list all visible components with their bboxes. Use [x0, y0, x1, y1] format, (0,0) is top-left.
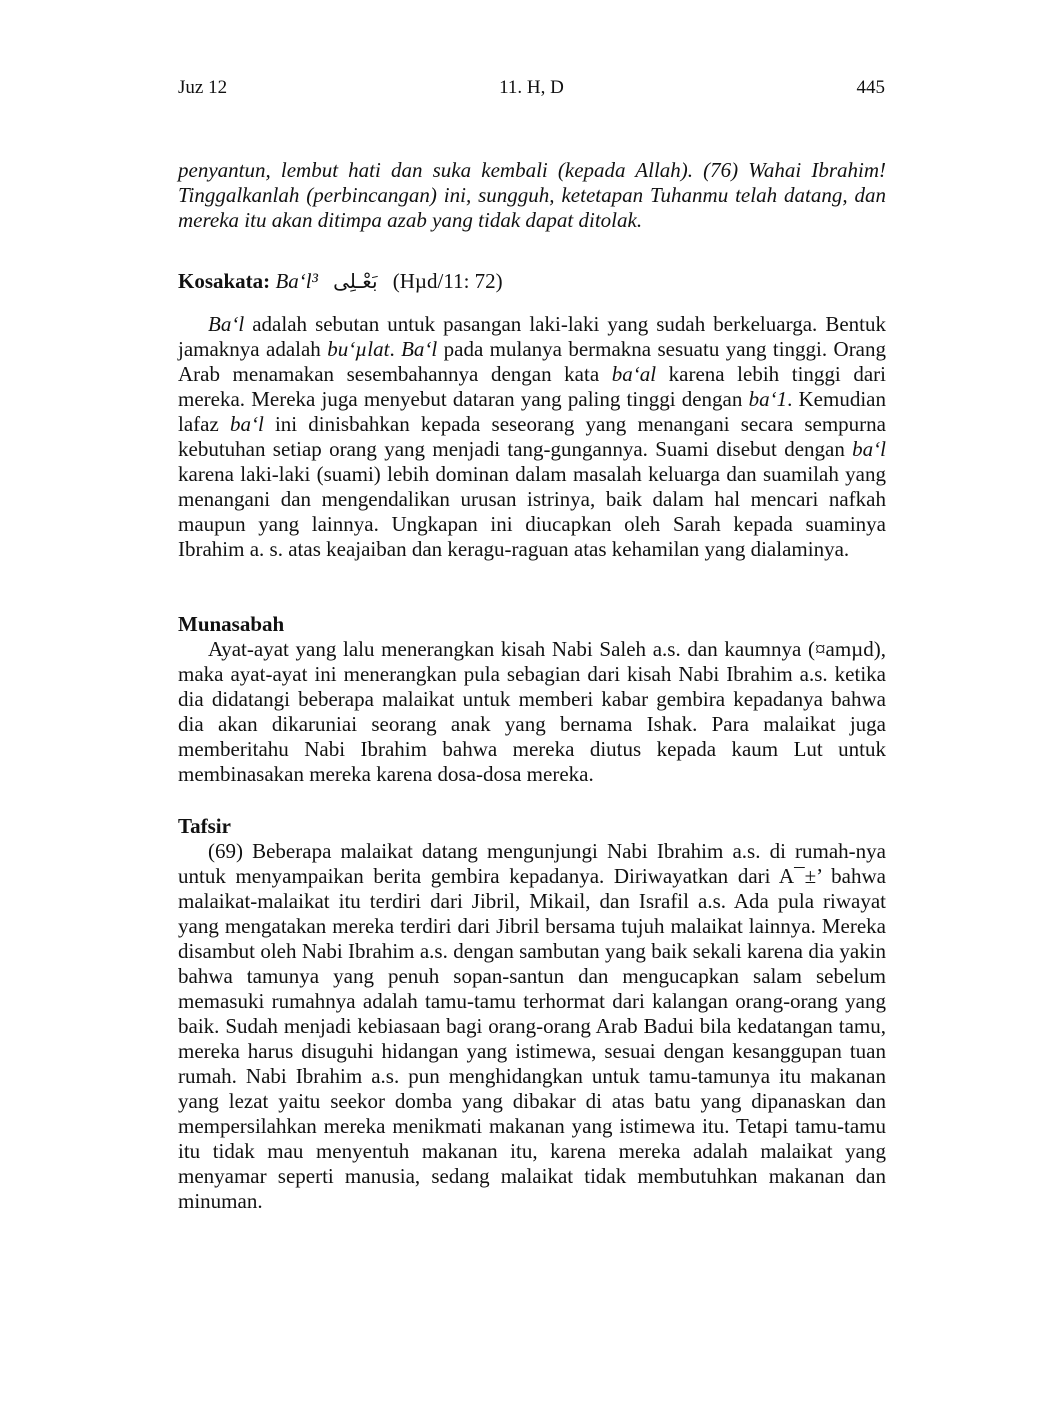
text-span: adalah sebutan untuk pasangan laki-laki yang sudah berkeluarga. Bentuk jamaknya adalah	[178, 312, 886, 361]
kosakata-term: Ba‘l³	[275, 269, 318, 293]
term-ba-l: ba‘l	[229, 412, 264, 436]
verse-text: penyantun, lembut hati dan suka kembali (kepada Allah). (76) Wahai Ibrahim! Tinggalkanlah (perbincangan) ini, sungguh, ketetapan Tuhanmu telah datang, dan mereka itu akan ditimpa azab yang tidak dapat ditolak.	[178, 158, 886, 232]
running-header-surah: 11. H, D	[499, 77, 564, 98]
running-header-juz: Juz 12	[178, 77, 228, 98]
term-ba-1: ba‘1	[748, 387, 788, 411]
term-ba-al: ba‘al	[611, 362, 657, 386]
term-bu-ulat: bu‘µlat	[327, 337, 390, 361]
text-span: ini dinisbahkan kepada seseorang yang menangani secara sempurna kebutuhan setiap orang yang menjadi tang-gungannya. Suami disebut dengan	[178, 412, 886, 461]
kosakata-explanation	[178, 312, 886, 562]
text-span: . Kemudian lafaz	[178, 387, 886, 436]
tafsir-text: (69) Beberapa malaikat datang mengunjungi Nabi Ibrahim a.s. di rumah-nya untuk menyampaikan berita gembira kepadanya. Diriwayatkan dari A¯±’ bahwa malaikat-malaikat itu terdiri dari Jibril, Mikail, dan Israfil a.s. Ada pula riwayat yang mengatakan mereka terdiri dari Jibril bersama tujuh malaikat lainnya. Mereka disambut oleh Nabi Ibrahim a.s. dengan sambutan yang baik sekali karena dia yakin bahwa tamunya yang penuh sopan-santun dan mengucapkan salam sebelum memasuki rumahnya adalah tamu-tamu terhormat dari kalangan orang-orang yang baik. Sudah menjadi kebiasaan bagi orang-orang Arab Badui bila kedatangan tamu, mereka harus disuguhi hidangan yang istimewa, sesuai dengan kesanggupan tuan rumah. Nabi Ibrahim a.s. pun menghidangkan untuk tamu-tamunya itu makanan yang lezat yaitu seekor domba yang dibakar di atas batu yang dipanaskan dan mempersilahkan mereka menikmati makanan yang istimewa itu. Tetapi tamu-tamu itu tidak mau menyentuh makanan itu, karena mereka adalah malaikat yang menyamar seperti manusia, sedang malaikat tidak membutuhkan makanan dan minuman.	[178, 839, 886, 1213]
tafsir-heading: Tafsir	[178, 814, 231, 838]
verse-translation	[178, 158, 886, 233]
munasabah-heading: Munasabah	[178, 612, 285, 636]
text-span: karena lebih tinggi dari mereka. Mereka juga menyebut dataran yang paling tinggi dengan	[178, 362, 886, 411]
kosakata-reference: (Hµd/11: 72)	[392, 269, 503, 293]
text-span: karena laki-laki (suami) lebih dominan dalam masalah keluarga dan suamilah yang menangani dan mengendalikan urusan istrinya, baik dalam hal mencari nafkah maupun yang lainnya. Ungkapan ini diucapkan oleh Sarah kepada suaminya Ibrahim a. s. atas keajaiban dan keragu-raguan atas kehamilan yang dialaminya.	[178, 462, 886, 561]
term-ba-l: Ba‘l	[401, 337, 438, 361]
munasabah-text: Ayat-ayat yang lalu menerangkan kisah Nabi Saleh a.s. dan kaumnya (¤amµd), maka ayat-ayat ini menerangkan pula sebagian dari kisah Nabi Ibrahim a.s. ketika dia didatangi beberapa malaikat untuk memberi kabar gembira kepadanya bahwa dia akan dikaruniai seorang anak yang bernama Ishak. Para malaikat juga memberitahu Nabi Ibrahim bahwa mereka diutus kepada kaum Lut untuk membinasakan mereka karena dosa-dosa mereka.	[178, 637, 886, 786]
munasabah-section	[178, 612, 886, 787]
kosakata-label: Kosakata:	[178, 269, 271, 293]
kosakata-paragraph	[178, 312, 886, 562]
page-number: 445	[856, 77, 885, 98]
text-span: .	[389, 337, 402, 361]
kosakata-heading	[178, 268, 886, 294]
tafsir-section	[178, 814, 886, 1214]
term-ba-l: ba‘l	[852, 437, 886, 461]
text-span: pada mulanya bermakna sesuatu yang tinggi. Orang Arab menamakan sesembahannya dengan kata	[178, 337, 887, 386]
term-ba-l: Ba‘l	[208, 312, 245, 336]
kosakata-arabic: بَعْـلِى	[333, 269, 378, 293]
